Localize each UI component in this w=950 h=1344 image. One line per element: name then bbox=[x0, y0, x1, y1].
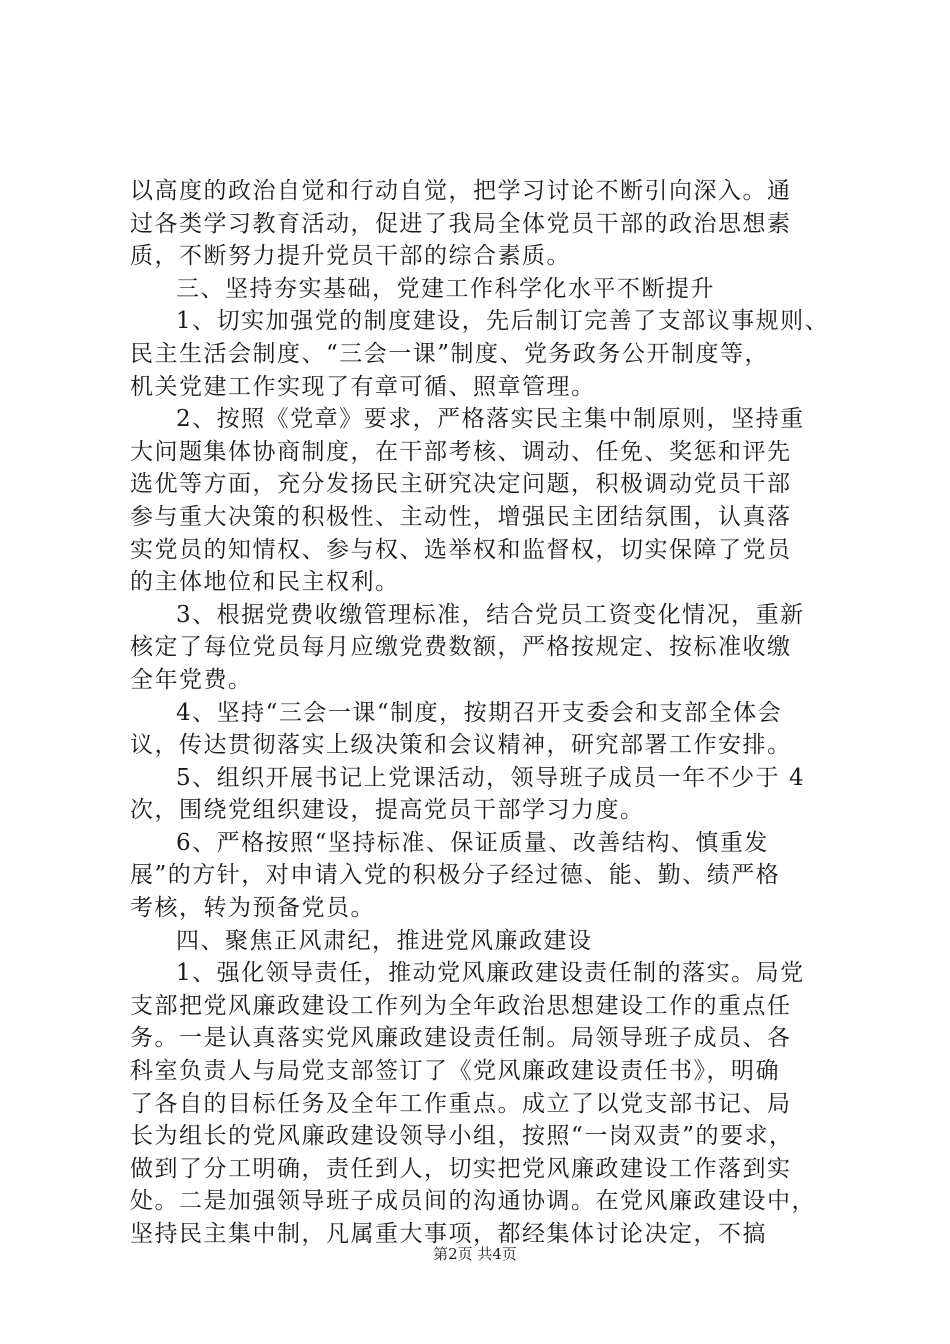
text-line: 选优等方面，充分发扬民主研究决定问题，积极调动党员干部 bbox=[130, 471, 792, 498]
text-line: 务。一是认真落实党风廉政建设责任制。局领导班子成员、各 bbox=[130, 1025, 792, 1052]
text-line: 5、组织开展书记上党课活动，领导班子成员一年不少于 4 bbox=[176, 764, 806, 791]
text-line: 4、坚持“三会一课“制度，按期召开支委会和支部全体会 bbox=[176, 699, 783, 726]
text-line: 以高度的政治自觉和行动自觉，把学习讨论不断引向深入。通 bbox=[130, 178, 792, 204]
text-line: 四、聚焦正风肃纪，推进党风廉政建设 bbox=[176, 927, 593, 954]
document-body bbox=[130, 175, 830, 1251]
text-line: 全年党费。 bbox=[130, 666, 253, 693]
text-line: 考核，转为预备党员。 bbox=[130, 895, 375, 922]
text-line: 处。二是加强领导班子成员间的沟通协调。在党风廉政建设中， bbox=[130, 1188, 816, 1215]
text-line: 做到了分工明确，责任到人，切实把党风廉政建设工作落到实 bbox=[130, 1155, 792, 1182]
text-line: 议，传达贯彻落实上级决策和会议精神，研究部署工作安排。 bbox=[130, 732, 792, 759]
text-line: 1、切实加强党的制度建设，先后制订完善了支部议事规则、 bbox=[176, 308, 830, 335]
text-line: 质，不断努力提升党员干部的综合素质。 bbox=[130, 243, 571, 270]
text-line: 1、强化领导责任，推动党风廉政建设责任制的落实。局党 bbox=[176, 960, 805, 987]
text-line: 大问题集体协商制度，在干部考核、调动、任免、奖惩和评先 bbox=[130, 438, 792, 465]
text-line: 3、根据党费收缴管理标准，结合党员工资变化情况，重新 bbox=[176, 601, 805, 628]
text-line: 长为组长的党风廉政建设领导小组，按照“一岗双责”的要求， bbox=[130, 1123, 794, 1150]
text-line: 实党员的知情权、参与权、选举权和监督权，切实保障了党员 bbox=[130, 536, 792, 563]
text-line: 的主体地位和民主权利。 bbox=[130, 569, 400, 596]
text-line: 三、坚持夯实基础，党建工作科学化水平不断提升 bbox=[176, 275, 715, 302]
text-line: 核定了每位党员每月应缴党费数额，严格按规定、按标准收缴 bbox=[130, 634, 792, 661]
text-line: 6、严格按照“坚持标准、保证质量、改善结构、慎重发 bbox=[176, 829, 769, 856]
text-line: 机关党建工作实现了有章可循、照章管理。 bbox=[130, 373, 596, 400]
text-line: 次，围绕党组织建设，提高党员干部学习力度。 bbox=[130, 797, 645, 824]
text-line: 2、按照《党章》要求，严格落实民主集中制原则，坚持重 bbox=[176, 406, 805, 433]
text-line: 坚持民主集中制，凡属重大事项，都经集体讨论决定，不搞 bbox=[130, 1221, 767, 1247]
text-line: 民主生活会制度、“三会一课”制度、党务政务公开制度等， bbox=[130, 340, 770, 367]
text-line: 过各类学习教育活动，促进了我局全体党员干部的政治思想素 bbox=[130, 210, 792, 237]
text-line: 了各自的目标任务及全年工作重点。成立了以党支部书记、局 bbox=[130, 1090, 792, 1117]
text-line: 科室负责人与局党支部签订了《党风廉政建设责任书》，明确 bbox=[130, 1058, 780, 1085]
text-line: 支部把党风廉政建设工作列为全年政治思想建设工作的重点任 bbox=[130, 992, 792, 1019]
text-line: 参与重大决策的积极性、主动性，增强民主团结氛围，认真落 bbox=[130, 503, 792, 530]
page-footer: 第2页 共4页 bbox=[433, 1245, 517, 1263]
text-line: 展”的方针，对申请入党的积极分子经过德、能、勤、绩严格 bbox=[130, 862, 781, 889]
